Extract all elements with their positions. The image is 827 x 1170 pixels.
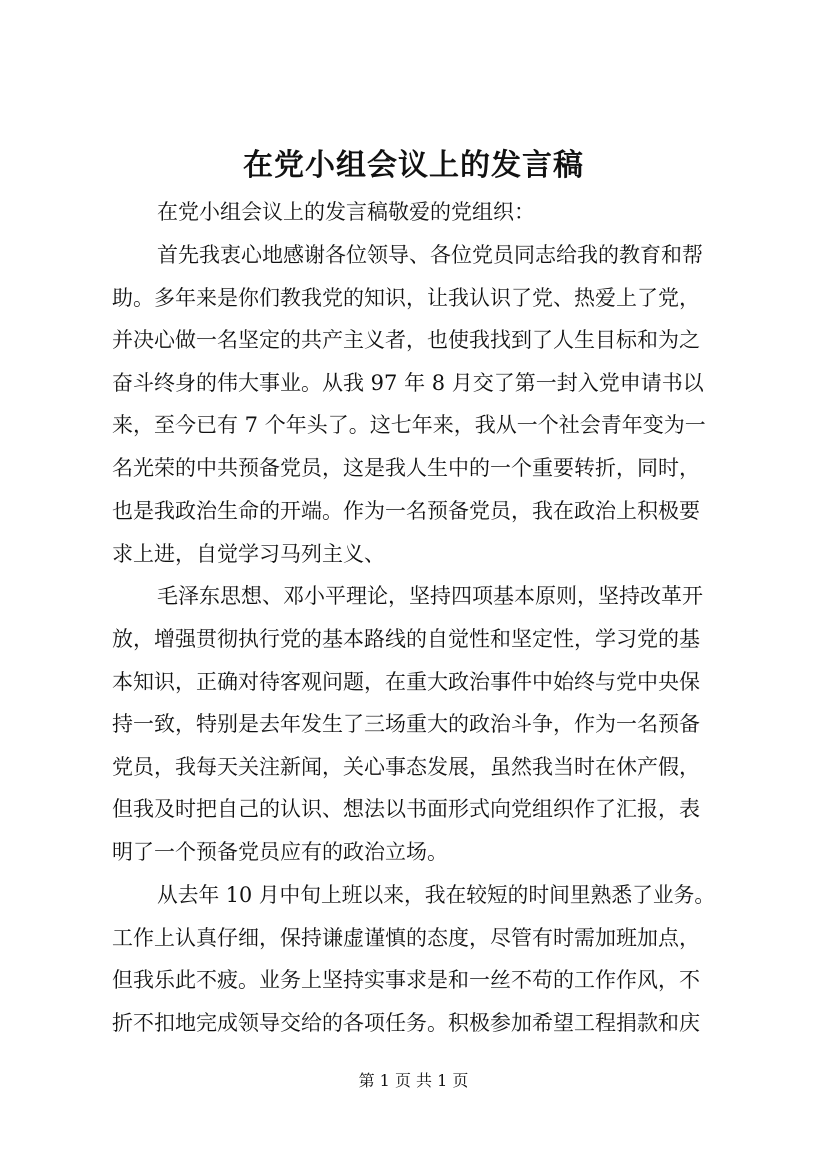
text-line: 明了一个预备党员应有的政治立场。 [112, 840, 448, 864]
text-line: 从去年 10 月中旬上班以来，我在较短的时间里熟悉了业务。 [157, 883, 716, 907]
text-line: 工作上认真仔细，保持谦虚谨慎的态度，尽管有时需加班加点， [112, 926, 700, 950]
text-line: 奋斗终身的伟大事业。从我 97 年 8 月交了第一封入党申请书以 [112, 371, 704, 395]
text-line: 但我乐此不疲。业务上坚持实事求是和一丝不苟的工作作风，不 [112, 968, 700, 992]
text-line: 折不扣地完成领导交给的各项任务。积极参加希望工程捐款和庆 [112, 1011, 700, 1035]
text-line: 助。多年来是你们教我党的知识，让我认识了党、热爱上了党， [112, 286, 700, 310]
text-line: 放，增强贯彻执行党的基本路线的自觉性和坚定性，学习党的基 [112, 627, 700, 651]
text-line: 并决心做一名坚定的共产主义者，也使我找到了人生目标和为之 [112, 328, 700, 352]
text-line: 名光荣的中共预备党员，这是我人生中的一个重要转折，同时， [112, 456, 700, 480]
text-line: 但我及时把自己的认识、想法以书面形式向党组织作了汇报，表 [112, 797, 700, 821]
text-line: 本知识，正确对待客观问题，在重大政治事件中始终与党中央保 [112, 670, 700, 694]
text-line: 首先我衷心地感谢各位领导、各位党员同志给我的教育和帮 [157, 243, 703, 267]
text-line: 来，至今已有 7 个年头了。这七年来，我从一个社会青年变为一 [112, 413, 706, 437]
text-line: 持一致，特别是去年发生了三场重大的政治斗争，作为一名预备 [112, 712, 700, 736]
page-footer: 第 1 页 共 1 页 [358, 1071, 469, 1090]
document-title: 在党小组会议上的发言稿 [243, 148, 584, 183]
text-line: 也是我政治生命的开端。作为一名预备党员，我在政治上积极要 [112, 499, 700, 523]
text-line: 党员，我每天关注新闻，关心事态发展，虽然我当时在休产假， [112, 755, 700, 779]
text-line: 在党小组会议上的发言稿敬爱的党组织： [157, 200, 535, 224]
text-line: 求上进，自觉学习马列主义、 [112, 542, 385, 566]
text-line: 毛泽东思想、邓小平理论，坚持四项基本原则，坚持改革开 [157, 584, 703, 608]
